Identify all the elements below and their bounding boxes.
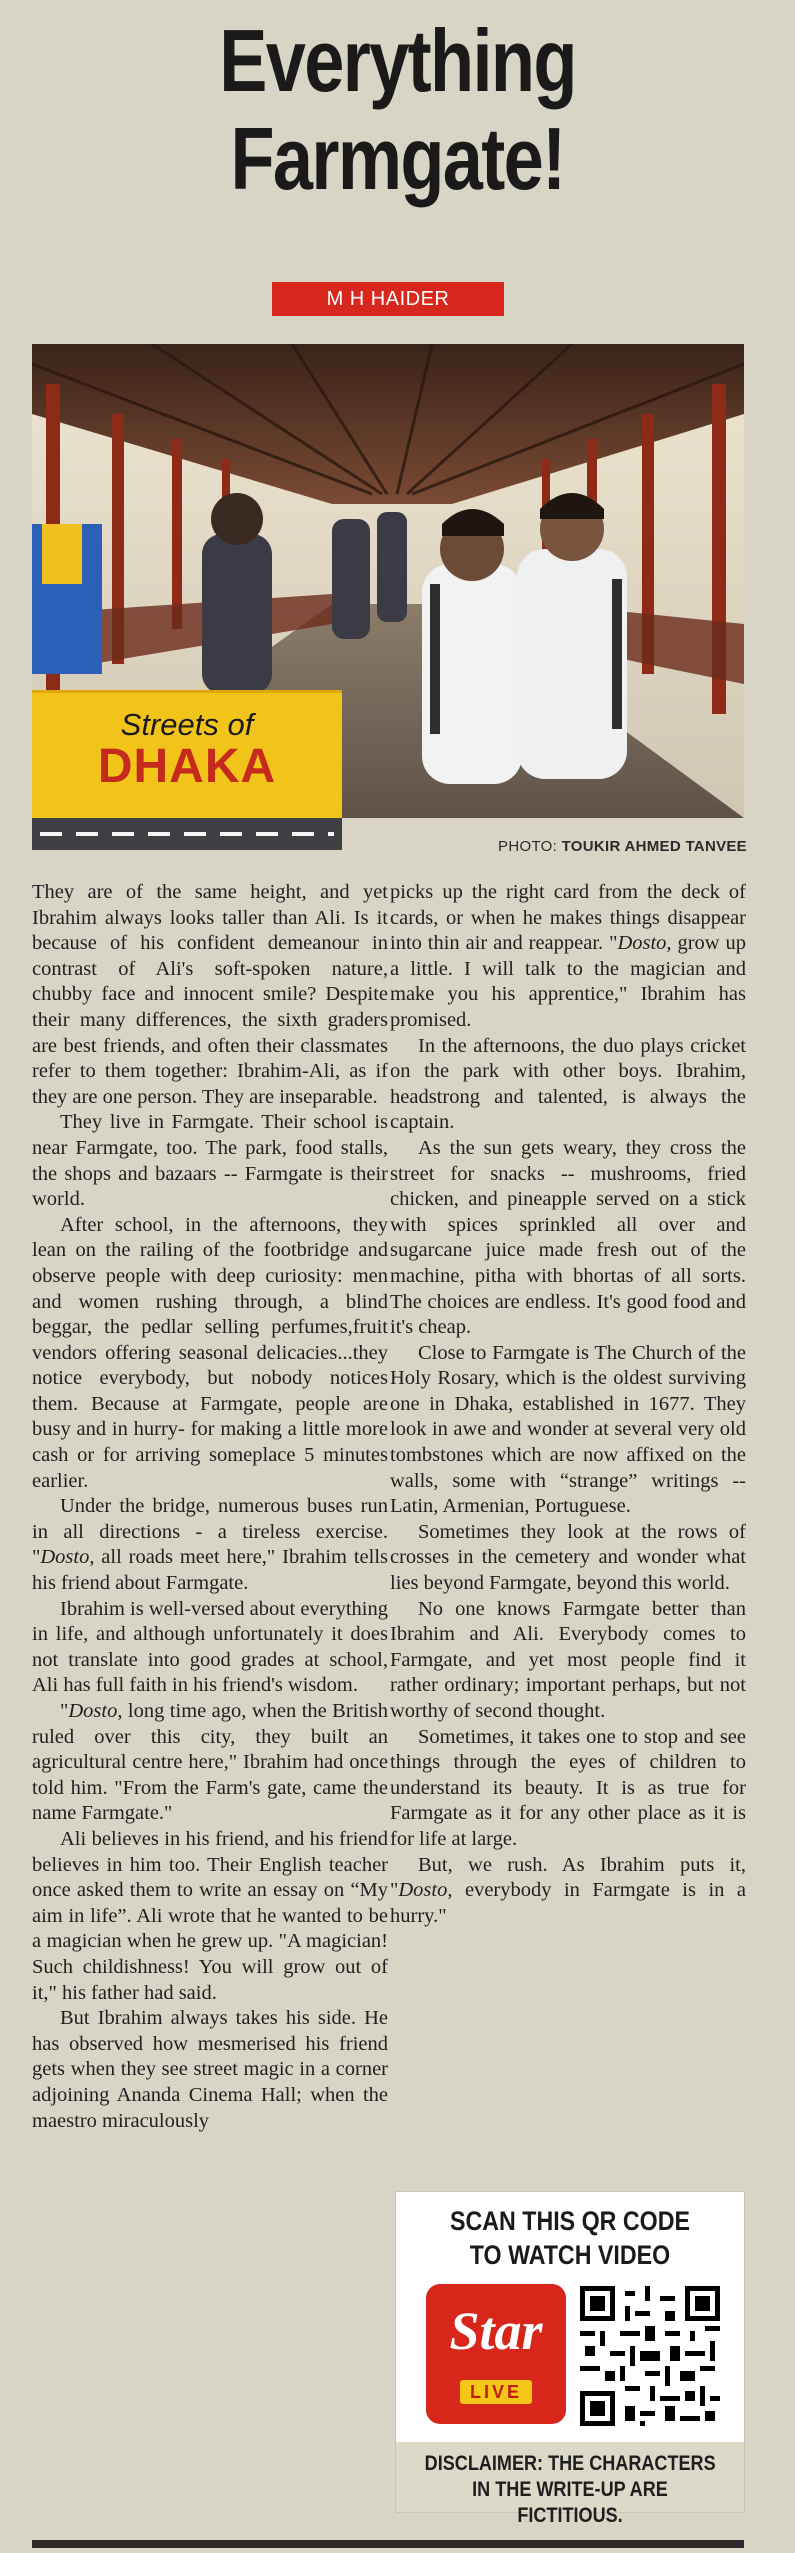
photo-credit bbox=[498, 838, 747, 855]
text-run: picks up the right card from the deck of cards, or when he makes things disappear into thin air and reappear. " bbox=[390, 881, 746, 955]
road-stripe-decoration bbox=[32, 818, 342, 850]
photo-credit-name: TOUKIR AHMED TANVEE bbox=[561, 838, 747, 855]
italic-word: Dosto bbox=[68, 1700, 118, 1722]
paragraph: Ibrahim is well-versed about everything in life, and although unfortunately it does not translate into good grades at school, Ali has full faith in his friend's wisdom. bbox=[32, 1597, 388, 1697]
bottom-rule bbox=[32, 2540, 744, 2548]
headline bbox=[96, 12, 699, 208]
article-column-left bbox=[32, 880, 388, 2134]
headline-line-1: Everything bbox=[219, 11, 576, 110]
text-run: , all roads meet here," Ibrahim tells his friend about Farmgate. bbox=[32, 1546, 388, 1595]
text-run: , long time ago, when the British ruled over this city, they built an agricultural centre here," Ibrahim had once told him. "From the Farm's gate, came the name Farmgate." bbox=[32, 1700, 388, 1825]
live-logo-badge: LIVE bbox=[460, 2380, 532, 2404]
qr-title-line-1: SCAN THIS QR CODE bbox=[450, 2206, 690, 2236]
paragraph: Sometimes they look at the rows of crosses in the cemetery and wonder what lies beyond Farmgate, beyond this world. bbox=[390, 1520, 746, 1595]
paragraph: Ali believes in his friend, and his friend believes in him too. Their English teacher once asked them to write an essay on “My aim in life”. Ali wrote that he wanted to be a magician when he grew up. "A magician! Such childishness! You will grow out of it," his father had said. bbox=[32, 1827, 388, 2004]
qr-code-box bbox=[396, 2192, 744, 2527]
disclaimer-line-2: IN THE WRITE-UP ARE FICTITIOUS. bbox=[472, 2478, 668, 2527]
qr-title bbox=[420, 2204, 719, 2272]
paragraph bbox=[390, 1853, 746, 1930]
article-column-right bbox=[390, 880, 746, 1929]
text-run: , everybody in Farmgate is in a hurry." bbox=[390, 1879, 746, 1927]
text-run: , grow up a little. I will talk to the magician and make you his apprentice," Ibrahim has promised. bbox=[390, 932, 746, 1031]
paragraph: They live in Farmgate. Their school is near Farmgate, too. The park, food stalls, the shops and bazaars -- Farmgate is their world. bbox=[32, 1111, 388, 1211]
paragraph bbox=[32, 1699, 388, 1827]
italic-word: Dosto bbox=[617, 932, 667, 955]
streets-of-dhaka-badge bbox=[32, 690, 342, 821]
badge-series-label: Streets of bbox=[120, 707, 254, 742]
disclaimer-line-1: DISCLAIMER: THE CHARACTERS bbox=[424, 2452, 716, 2475]
photo-credit-label: PHOTO: bbox=[498, 838, 558, 855]
badge-city-label: DHAKA bbox=[97, 740, 277, 793]
text-run: But, we rush. As Ibrahim puts it, " bbox=[390, 1853, 746, 1902]
paragraph: They are of the same height, and yet Ibrahim always looks taller than Ali. Is it because of his confident demeanour in contrast of Ali's soft-spoken nature, chubby face and innocent smile? Despite their many differences, the sixth graders are best friends, and often their classmates refer to them together: Ibrahim-Ali, as if they are one person. They are inseparable. bbox=[32, 881, 388, 1108]
italic-word: Dosto bbox=[398, 1879, 448, 1902]
headline-line-2: Farmgate! bbox=[230, 109, 565, 208]
paragraph: Sometimes, it takes one to stop and see things through the eyes of children to understand its beauty. It is as true for Farmgate as it for any other place as it is for life at large. bbox=[390, 1725, 746, 1850]
text-run: " bbox=[60, 1700, 69, 1722]
paragraph: But Ibrahim always takes his side. He has observed how mesmerised his friend gets when they see street magic in a corner adjoining Ananda Cinema Hall; when the maestro miraculously bbox=[32, 2007, 388, 2132]
qr-title-line-2: TO WATCH VIDEO bbox=[469, 2240, 671, 2270]
paragraph bbox=[32, 1494, 388, 1596]
paragraph bbox=[390, 880, 746, 1034]
disclaimer bbox=[396, 2442, 744, 2527]
paragraph: Close to Farmgate is The Church of the Holy Rosary, which is the oldest surviving one in Dhaka, established in 1677. They look in awe and wonder at several very old tombstones which are now affixed on the walls, some with “strange” writings -- Latin, Armenian, Portuguese. bbox=[390, 1341, 746, 1518]
qr-code[interactable] bbox=[580, 2286, 720, 2426]
paragraph: After school, in the afternoons, they lean on the railing of the footbridge and observe people with deep curiosity: men and women rushing through, a blind beggar, the pedlar selling perfumes,fruit vendors offering seasonal delicacies...they notice everybody, but nobody notices them. Because at Farmgate, people are busy and in hurry- for making a little more cash or for arriving someplace 5 minutes earlier. bbox=[32, 1213, 388, 1492]
paragraph: In the afternoons, the duo plays cricket on the park with other boys. Ibrahim, headstrong and talented, is always the captain. bbox=[390, 1034, 746, 1134]
star-live-logo bbox=[426, 2284, 566, 2424]
byline: M H HAIDER bbox=[272, 282, 504, 316]
text-run: Under the bridge, numerous buses run in all directions - a tireless exercise. " bbox=[32, 1495, 388, 1569]
paragraph: As the sun gets weary, they cross the street for snacks -- mushrooms, fried chicken, and pineapple served on a stick with spices sprinkled all over and sugarcane juice made fresh out of the machine, pitha with bhortas of all sorts. The choices are endless. It's good food and it's cheap. bbox=[390, 1136, 746, 1339]
paragraph: No one knows Farmgate better than Ibrahim and Ali. Everybody comes to Farmgate, and yet most people find it rather ordinary; important perhaps, but not worthy of second thought. bbox=[390, 1597, 746, 1722]
star-logo-word: Star bbox=[449, 2301, 543, 2361]
italic-word: Dosto bbox=[40, 1546, 90, 1569]
